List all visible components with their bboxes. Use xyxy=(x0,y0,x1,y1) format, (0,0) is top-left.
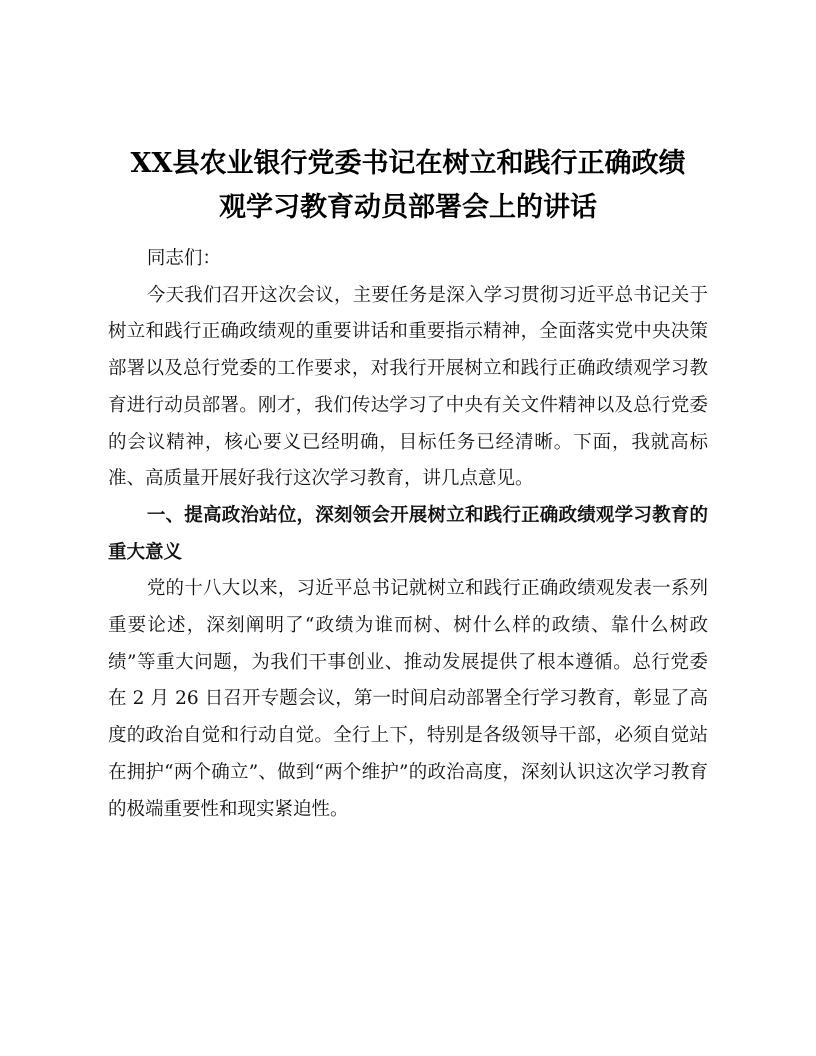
section-heading-1: 一、提高政治站位，深刻领会开展树立和践行正确政绩观学习教育的重大意义 xyxy=(108,504,708,563)
document-body xyxy=(108,241,708,828)
paragraph-section-1: 党的十八大以来，习近平总书记就树立和践行正确政绩观发表一系列重要论述，深刻阐明了“政绩为谁而树、树什么样的政绩、靠什么树政绩”等重大问题，为我们干事创业、推动发展提供了根本遵循。总行党委在 2 月 26 日召开专题会议，第一时间启动部署全行学习教育，彰显了高度的政治自觉和行动自觉。全行上下，特别是各级领导干部，必须自觉站在拥护“两个确立”、做到“两个维护”的政治高度，深刻认识这次学习教育的极端重要性和现实紧迫性。 xyxy=(108,578,708,820)
title-line-2: 观学习教育动员部署会上的讲话 xyxy=(219,192,597,223)
salutation: 同志们： xyxy=(146,248,221,269)
document-title xyxy=(100,142,716,230)
paragraph-intro: 今天我们召开这次会议，主要任务是深入学习贯彻习近平总书记关于树立和践行正确政绩观的重要讲话和重要指示精神，全面落实党中央决策部署以及总行党委的工作要求，对我行开展树立和践行正确政绩观学习教育进行动员部署。刚才，我们传达学习了中央有关文件精神以及总行党委的会议精神，核心要义已经明确，目标任务已经清晰。下面，我就高标准、高质量开展好我行这次学习教育，讲几点意见。 xyxy=(108,284,708,490)
title-line-1: XX县农业银行党委书记在树立和践行正确政绩 xyxy=(130,148,686,179)
